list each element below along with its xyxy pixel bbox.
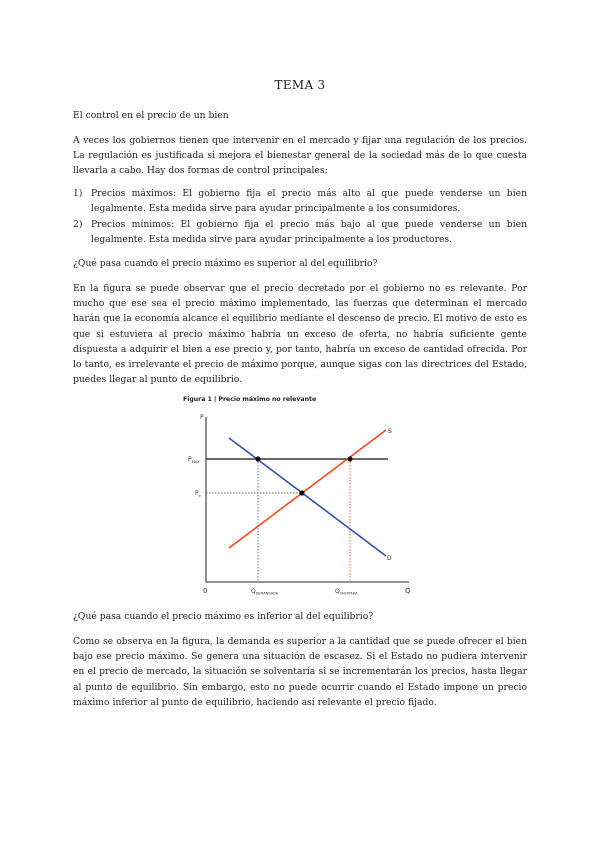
demand-label: D (387, 555, 392, 562)
origin-label: 0 (203, 587, 208, 595)
supply-label: S (388, 428, 392, 435)
section-heading-superior: ¿Qué pasa cuando el precio máximo es superior al del equilibrio? (73, 258, 378, 269)
q-ofertada-label: $Q_{OFERTADA}$ (335, 588, 358, 596)
pmax-label: $P_{MAX}$ (188, 456, 200, 464)
list-text: Precios mínimos: El gobierno fija el precio más bajo al que puede venderse un bien legalmente. Esta medida sirve para ayudar principalmente a los productores. (91, 219, 527, 246)
section-heading-control: El control en el precio de un bien (73, 110, 229, 121)
paragraph-inferior: Como se observa en la figura, la demanda es superior a la cantidad que se puede ofrecer el bien bajo ese precio máximo. Se genera una situación de escasez. Si el Estado no pudiera intervenir en el precio de mercado, la situación se solventaría si se incrementarán los precios, hasta llegar al punto de equilibrio. Sin embargo, esto no puede ocurrir cuando el Estado impone un precio máximo inferior al punto de equilibrio, haciendo así relevante el precio fijado. (73, 636, 527, 708)
point-demand-at-pmax (255, 456, 260, 461)
paragraph-superior: En la figura se puede observar que el precio decretado por el gobierno no es relevante. Por mucho que ese sea el precio máximo implementado, las fuerzas que determinan el mercado harán que la economía alcance el equilibrio mediante el descenso de precio. El motivo de esto es que si estuviera al precio máximo habría un exceso de oferta, no habría suficiente gente dispuesta a adquirir el bien a ese precio y, por tanto, habría un exceso de cantidad ofrecida. Por lo tanto, es irrelevante el precio de máximo porque, aunque sigas con las directrices del Estado, puedes llegar al punto de equilibrio. (73, 283, 527, 386)
y-axis-label: P (200, 414, 204, 421)
list-number: 2) (73, 219, 83, 230)
paragraph-intro: A veces los gobiernos tienen que intervenir en el mercado y fijar una regulación de los precios. La regulación es justificada si mejora el bienestar general de la sociedad más de lo que cuesta llevarla a cabo. Hay dos formas de control principales: (73, 135, 527, 177)
figure-title: Figura 1 | Precio máximo no relevante (183, 396, 317, 403)
pe-label: $P_e$ (195, 490, 201, 498)
list-number: 1) (73, 188, 83, 199)
supply-curve (229, 430, 386, 548)
demand-curve (229, 438, 386, 556)
point-equilibrium (299, 490, 304, 495)
section-heading-inferior: ¿Qué pasa cuando el precio máximo es inferior al del equilibrio? (73, 611, 374, 622)
x-axis-label: Q (405, 587, 411, 595)
list-text: Precios máximos: El gobierno fija el precio más alto al que puede venderse un bien legalmente. Esta medida sirve para ayudar principalmente a los consumidores. (91, 188, 527, 215)
point-supply-at-pmax (347, 456, 352, 461)
page-title: TEMA 3 (274, 78, 326, 92)
q-demandada-label: $Q_{DEMANDADA}$ (251, 588, 279, 596)
